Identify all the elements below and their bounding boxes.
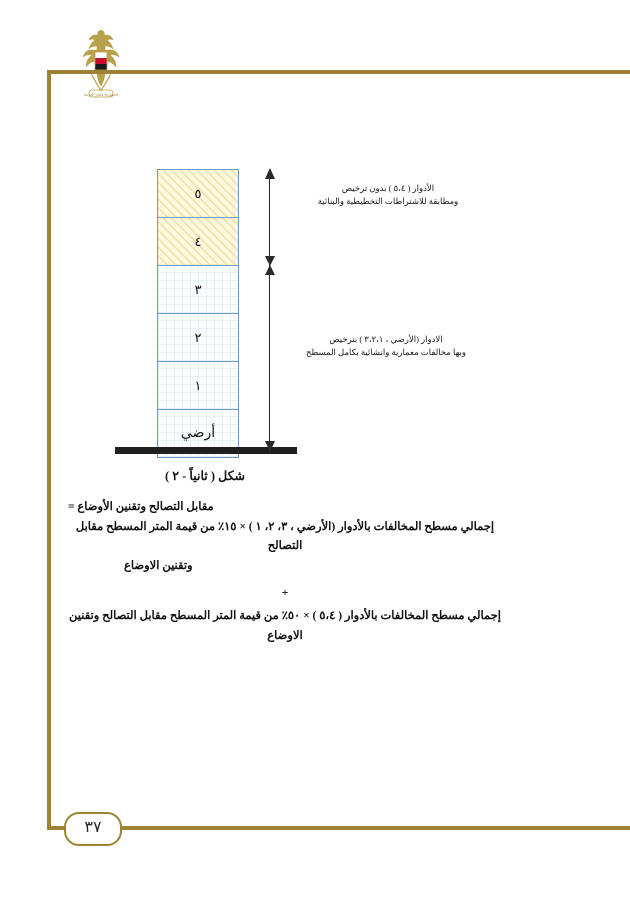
- formula-line-1: مقابل التصالح وتقنين الأوضاع =: [68, 501, 214, 513]
- floor-5-label: ٥: [194, 185, 202, 201]
- frame-left-rule: [47, 70, 51, 830]
- formula-block: [60, 498, 510, 646]
- arrow-up-mid-icon: [265, 265, 275, 275]
- annotation-upper-floors: [293, 182, 483, 208]
- formula-line-3: وتقنين الاوضاع: [124, 559, 193, 572]
- annotation-lower-line1: الادوار (الأرضي ، ٣،٢،١ ) بترخيص: [329, 334, 443, 344]
- page-number-badge: ٣٧: [64, 812, 122, 846]
- arrow-down-bottom-icon: [265, 441, 275, 452]
- annotation-upper-line2: ومطابقة للاشتراطات التخطيطية والبنائية: [317, 196, 459, 207]
- building-diagram: [110, 160, 510, 470]
- annotation-lower-floors: [288, 333, 484, 359]
- frame-bottom-rule: [47, 826, 630, 830]
- dimension-axis-line: [269, 170, 270, 453]
- floor-1-label: ١: [194, 377, 202, 393]
- arrow-up-top-icon: [265, 168, 275, 179]
- frame-top-rule: [47, 70, 630, 74]
- annotation-lower-line2: وبها مخالفات معمارية وانشائية بكامل المسطح: [306, 347, 466, 358]
- floor-1: [158, 362, 238, 410]
- floor-4: [158, 218, 238, 266]
- formula-plus-sign: +: [281, 585, 289, 600]
- floor-ground-label: أرضي: [180, 426, 216, 441]
- floor-3: [158, 266, 238, 314]
- floor-3-label: ٣: [194, 281, 202, 297]
- formula-line-2: إجمالي مسطح المخالفات بالأدوار (الأرضي ، ٣، ٢، ١ ) × ١٥٪ من قيمة المتر المسطح مقابل التصالح: [75, 520, 495, 553]
- emblem-caption: جمهورية مصر العربية: [83, 91, 119, 97]
- building-stack: [157, 169, 239, 458]
- floor-2: [158, 314, 238, 362]
- annotation-upper-line1: الأدوار ( ٥،٤ ) بدون ترخيص: [341, 183, 435, 193]
- formula-line-4: إجمالي مسطح المخالفات بالأدوار ( ٥،٤ ) × ٥٠٪ من قيمة المتر المسطح مقابل التصالح وتقنين الاوضاع: [69, 610, 501, 642]
- floor-2-label: ٢: [194, 329, 202, 345]
- floor-4-label: ٤: [194, 233, 202, 249]
- egypt-eagle-emblem: [78, 26, 124, 104]
- figure-caption: شكل ( ثانياً - ٢ ): [164, 469, 246, 483]
- floor-5: [158, 170, 238, 218]
